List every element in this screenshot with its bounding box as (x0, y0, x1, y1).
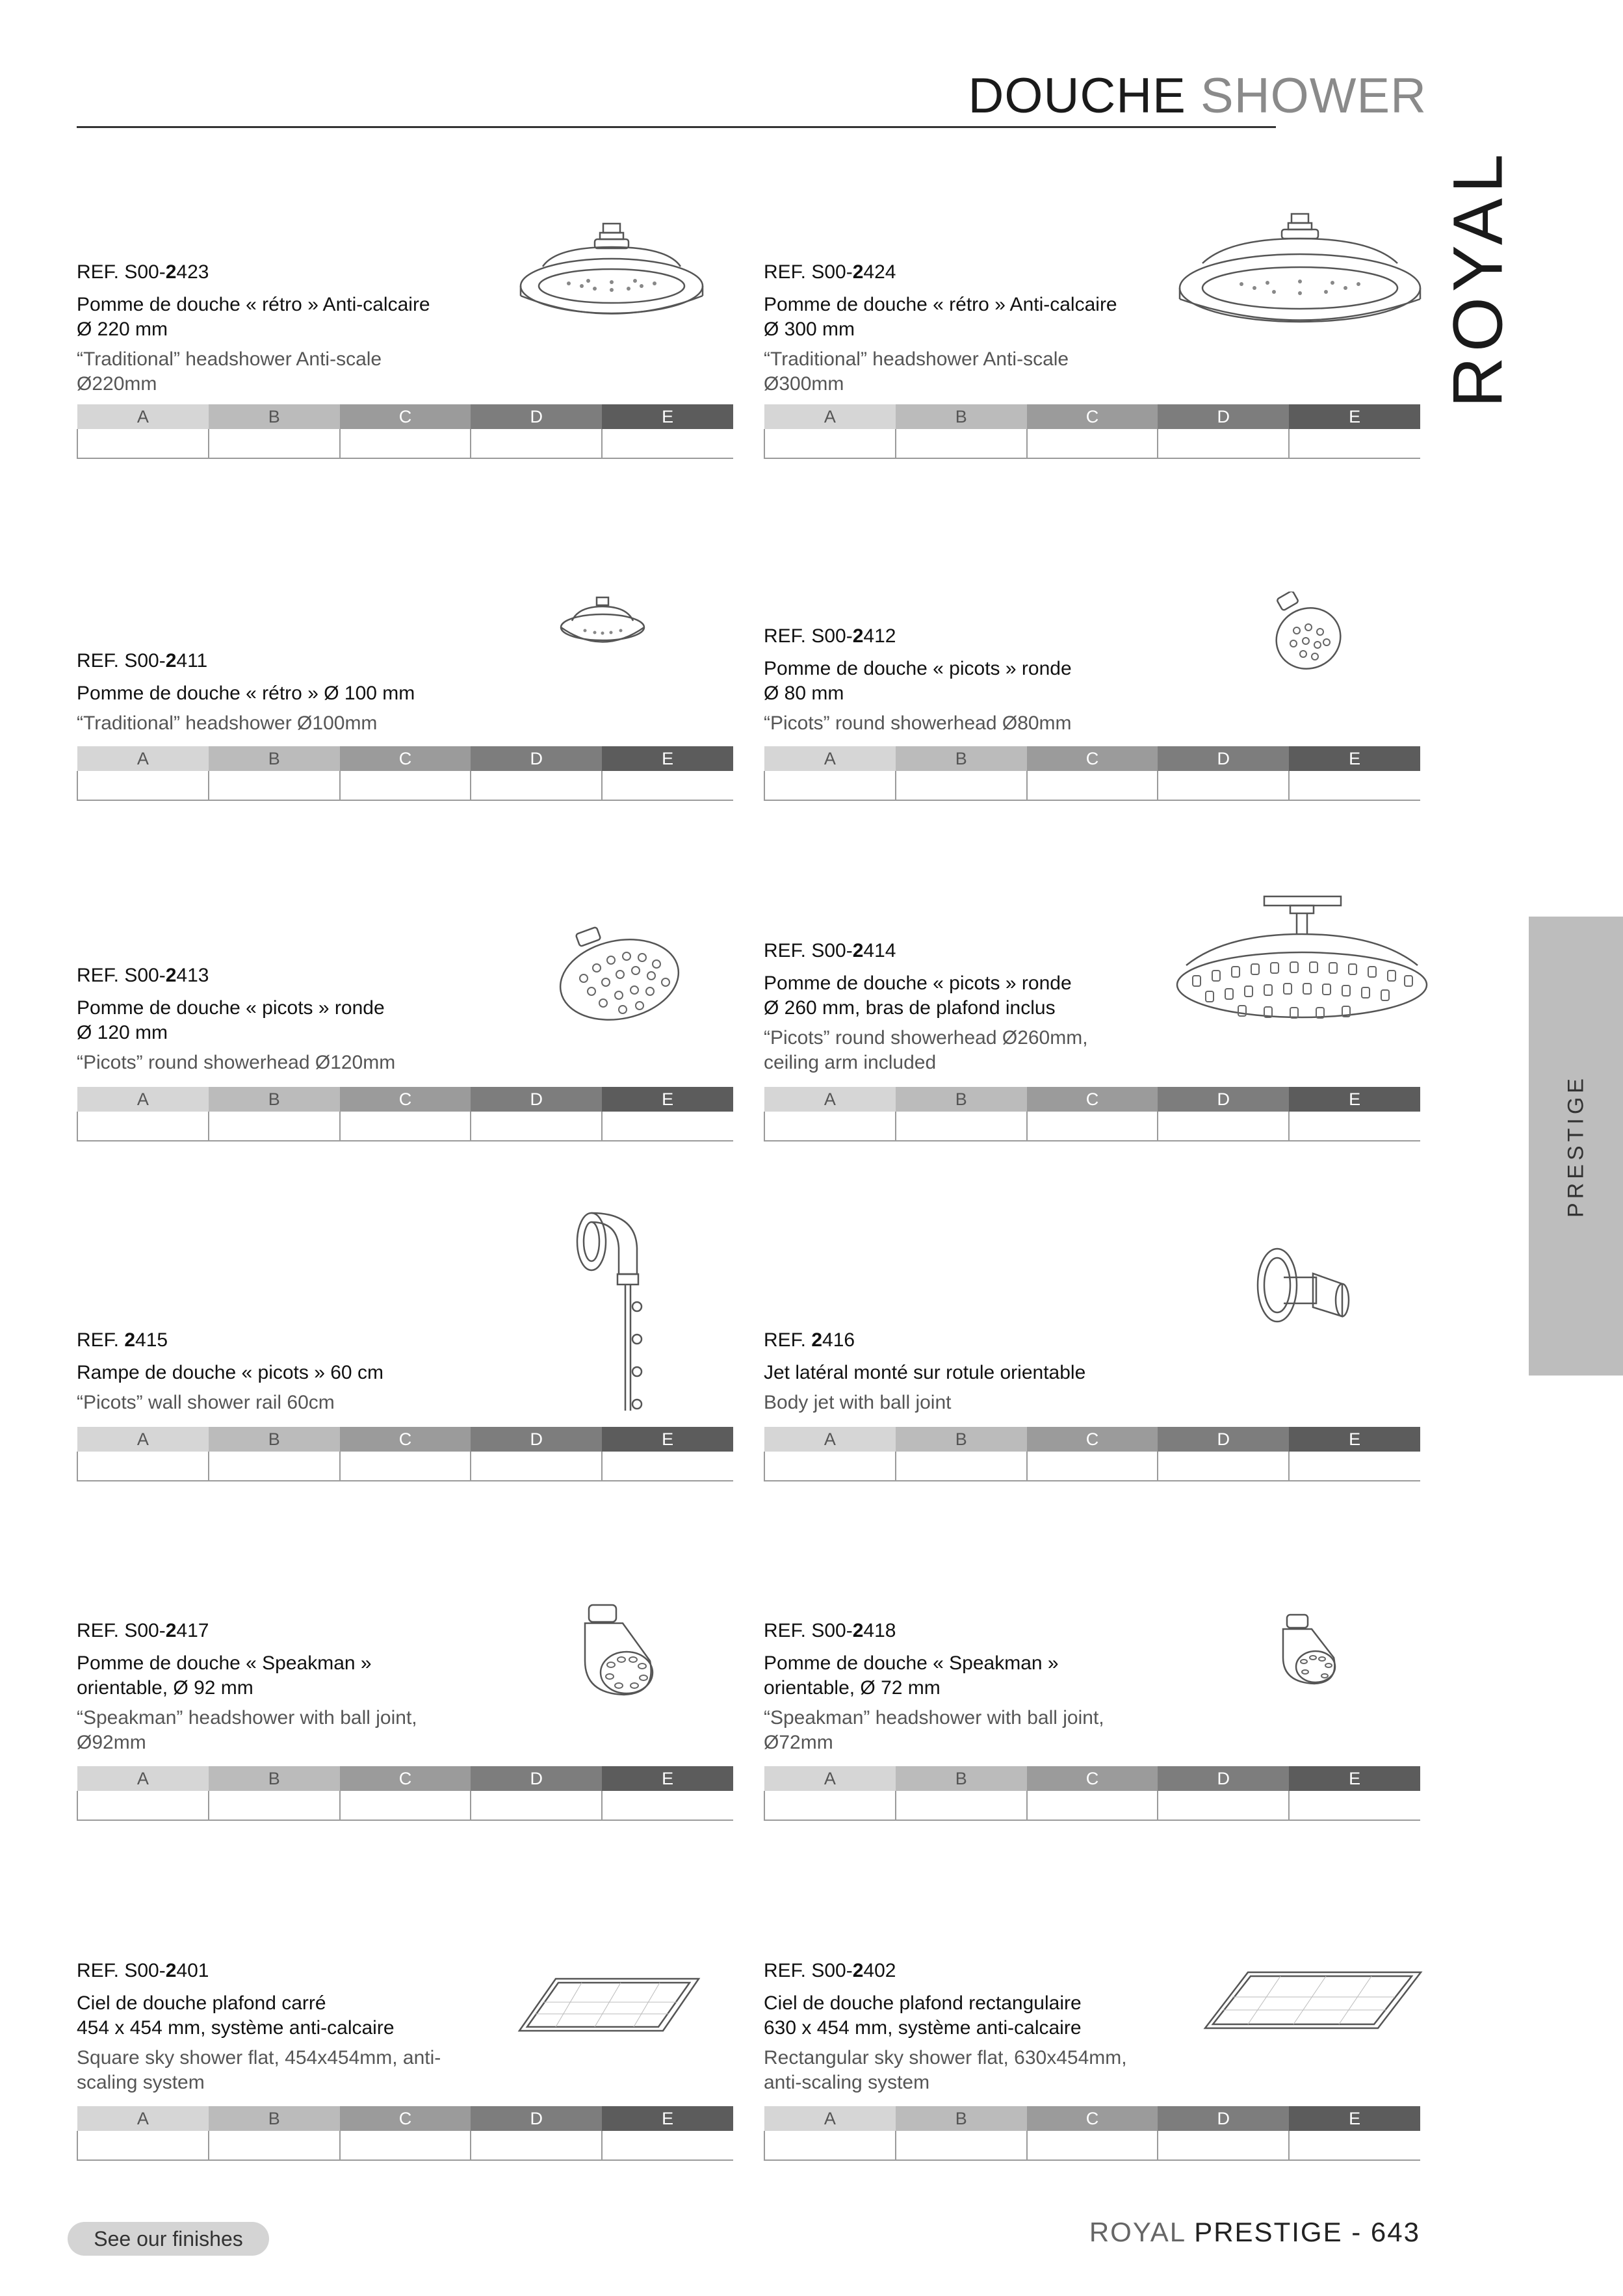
retro-showerhead-small-icon (559, 595, 647, 653)
finish-column-header: C (340, 1087, 471, 1112)
product-description-fr: Ciel de douche plafond carré 454 x 454 mm, système anti-calcaire (77, 1992, 395, 2039)
page-footer (1089, 2217, 1420, 2248)
finish-column-header: E (602, 2106, 733, 2131)
finish-cell[interactable] (1158, 1452, 1289, 1481)
finish-cell[interactable] (77, 1112, 209, 1141)
finish-cell[interactable] (471, 2131, 602, 2160)
product-description-en: Rectangular sky shower flat, 630x454mm, anti-scaling system (764, 2047, 1127, 2093)
finish-cell[interactable] (896, 771, 1027, 800)
finish-cell[interactable] (1027, 771, 1158, 800)
finish-cell[interactable] (340, 429, 471, 458)
finish-cell[interactable] (340, 2131, 471, 2160)
finish-column-header: E (1289, 746, 1420, 771)
product-ref: REF. S00-2402 (764, 1960, 896, 1981)
finish-column-header: B (209, 2106, 340, 2131)
finish-column-header: E (1289, 1427, 1420, 1452)
finish-table (77, 1087, 733, 1141)
finish-column-header: E (602, 1766, 733, 1791)
finish-cell[interactable] (896, 1452, 1027, 1481)
product-ref: REF. 2416 (764, 1329, 855, 1351)
retro-showerhead-icon (517, 221, 705, 335)
finish-cell[interactable] (764, 429, 896, 458)
shower-rail-icon (572, 1209, 656, 1417)
finish-column-header: B (896, 746, 1027, 771)
finish-table (77, 404, 733, 459)
product-description-fr: Pomme de douche « picots » ronde Ø 80 mm (764, 658, 1072, 704)
product-description-fr: Pomme de douche « picots » ronde Ø 260 mm, bras de plafond inclus (764, 972, 1072, 1019)
product-description-en: “Picots” round showerhead Ø80mm (764, 712, 1072, 734)
square-sky-shower-icon (517, 1976, 702, 2035)
finish-cell[interactable] (340, 1791, 471, 1820)
finish-cell[interactable] (77, 1452, 209, 1481)
finish-table (764, 1087, 1420, 1141)
finish-column-header: D (1158, 1427, 1289, 1452)
finish-column-header: B (896, 1427, 1027, 1452)
finish-column-header: E (602, 1427, 733, 1452)
finish-cell[interactable] (209, 429, 340, 458)
finish-cell[interactable] (1289, 2131, 1420, 2160)
product-ref: REF. S00-2418 (764, 1620, 896, 1641)
finish-column-header: C (340, 404, 471, 429)
product-ref: REF. S00-2412 (764, 625, 896, 647)
finish-column-header: A (764, 1766, 896, 1791)
finish-cell[interactable] (1289, 1791, 1420, 1820)
finish-column-header: D (471, 1766, 602, 1791)
finish-table (77, 1766, 733, 1821)
product-description-en: “Traditional” headshower Anti-scale Ø300mm (764, 348, 1069, 395)
product-description-fr: Jet latéral monté sur rotule orientable (764, 1362, 1086, 1383)
finish-column-header: D (471, 2106, 602, 2131)
finish-cell[interactable] (764, 771, 896, 800)
finish-table (77, 746, 733, 801)
finish-column-header: E (1289, 1766, 1420, 1791)
finish-column-header: B (209, 404, 340, 429)
finish-table (764, 1427, 1420, 1481)
finish-column-header: B (209, 746, 340, 771)
product-description-fr: Pomme de douche « rétro » Anti-calcaire Ø 220 mm (77, 294, 430, 340)
finish-column-header: B (896, 2106, 1027, 2131)
page-title (968, 68, 1427, 124)
finish-cell[interactable] (1289, 771, 1420, 800)
product-description-en: Body jet with ball joint (764, 1392, 952, 1413)
finish-cell[interactable] (1027, 2131, 1158, 2160)
product-block (764, 1328, 1420, 1449)
finish-column-header: A (764, 404, 896, 429)
finish-cell[interactable] (1289, 429, 1420, 458)
finish-cell[interactable] (896, 1112, 1027, 1141)
retro-showerhead-large-icon (1176, 211, 1423, 341)
finish-column-header: C (1027, 1087, 1158, 1112)
product-description-fr: Pomme de douche « rétro » Anti-calcaire Ø 300 mm (764, 294, 1117, 340)
finish-cell[interactable] (1158, 1112, 1289, 1141)
finish-cell[interactable] (1027, 1452, 1158, 1481)
finish-column-header: D (1158, 1087, 1289, 1112)
finish-column-header: C (340, 746, 471, 771)
product-ref: REF. S00-2411 (77, 650, 208, 672)
page-title-secondary: SHOWER (1201, 68, 1427, 124)
finish-column-header: D (471, 404, 602, 429)
finish-column-header: A (764, 2106, 896, 2131)
speakman-showerhead-small-icon (1274, 1612, 1349, 1687)
finish-cell[interactable] (77, 2131, 209, 2160)
finish-column-header: C (1027, 1427, 1158, 1452)
finish-cell[interactable] (209, 1452, 340, 1481)
finish-table (764, 404, 1420, 459)
finish-column-header: D (1158, 746, 1289, 771)
product-description-en: “Picots” wall shower rail 60cm (77, 1392, 335, 1413)
finish-column-header: A (77, 1766, 209, 1791)
body-jet-icon (1251, 1245, 1355, 1336)
finish-table (764, 2106, 1420, 2161)
finish-table (77, 2106, 733, 2161)
finish-column-header: E (1289, 404, 1420, 429)
finish-cell[interactable] (209, 1791, 340, 1820)
product-description-en: “Speakman” headshower with ball joint, Ø92mm (77, 1707, 417, 1753)
picots-showerhead-small-icon (1264, 592, 1345, 673)
finish-column-header: E (1289, 1087, 1420, 1112)
finish-cell[interactable] (340, 771, 471, 800)
finish-column-header: D (1158, 2106, 1289, 2131)
picots-showerhead-icon (551, 926, 681, 1024)
finish-cell[interactable] (1289, 1112, 1420, 1141)
product-ref: REF. S00-2414 (764, 940, 896, 961)
finish-column-header: D (1158, 1766, 1289, 1791)
finish-column-header: C (1027, 2106, 1158, 2131)
finish-column-header: B (209, 1766, 340, 1791)
finish-cell[interactable] (77, 429, 209, 458)
finish-cell[interactable] (896, 1791, 1027, 1820)
finish-cell[interactable] (602, 1791, 733, 1820)
finish-cell[interactable] (340, 1112, 471, 1141)
product-description-fr: Ciel de douche plafond rectangulaire 630 x 454 mm, système anti-calcaire (764, 1992, 1082, 2039)
finish-column-header: B (209, 1427, 340, 1452)
product-description-en: “Traditional” headshower Ø100mm (77, 712, 378, 734)
finish-cell[interactable] (764, 1112, 896, 1141)
finish-column-header: E (1289, 2106, 1420, 2131)
finish-column-header: B (896, 404, 1027, 429)
product-description-en: “Picots” round showerhead Ø120mm (77, 1052, 396, 1073)
page-number: - 643 (1342, 2217, 1420, 2247)
finish-column-header: A (764, 1427, 896, 1452)
finish-cell[interactable] (209, 771, 340, 800)
speakman-showerhead-icon (572, 1602, 669, 1700)
see-finishes-button[interactable]: See our finishes (68, 2222, 269, 2256)
finish-cell[interactable] (471, 1791, 602, 1820)
finish-column-header: B (896, 1087, 1027, 1112)
finish-cell[interactable] (1289, 1452, 1420, 1481)
finish-cell[interactable] (602, 1452, 733, 1481)
finish-cell[interactable] (896, 429, 1027, 458)
product-description-fr: Rampe de douche « picots » 60 cm (77, 1362, 383, 1383)
finish-cell[interactable] (77, 1791, 209, 1820)
brand-vertical-label: ROYAL (1438, 148, 1517, 408)
finish-cell[interactable] (764, 1791, 896, 1820)
finish-column-header: A (77, 1427, 209, 1452)
product-block (77, 649, 733, 768)
finish-table (764, 1766, 1420, 1821)
finish-cell[interactable] (1027, 1791, 1158, 1820)
finish-cell[interactable] (602, 429, 733, 458)
finish-cell[interactable] (1158, 771, 1289, 800)
finish-cell[interactable] (1158, 1791, 1289, 1820)
finish-column-header: A (77, 1087, 209, 1112)
finish-column-header: C (340, 1766, 471, 1791)
finish-column-header: A (77, 746, 209, 771)
finish-cell[interactable] (340, 1452, 471, 1481)
product-description-en: Square sky shower flat, 454x454mm, anti- scaling system (77, 2047, 441, 2093)
finish-cell[interactable] (471, 429, 602, 458)
finish-cell[interactable] (471, 1112, 602, 1141)
product-ref: REF. S00-2423 (77, 261, 209, 283)
finish-column-header: D (471, 746, 602, 771)
finish-column-header: D (471, 1427, 602, 1452)
product-description-fr: Pomme de douche « picots » ronde Ø 120 mm (77, 997, 385, 1043)
finish-column-header: E (602, 404, 733, 429)
finish-cell[interactable] (602, 771, 733, 800)
product-ref: REF. S00-2401 (77, 1960, 209, 1981)
product-description-fr: Pomme de douche « rétro » Ø 100 mm (77, 683, 415, 704)
finish-cell[interactable] (209, 1112, 340, 1141)
finish-table (764, 746, 1420, 801)
footer-brand: ROYAL (1089, 2217, 1186, 2247)
finish-table (77, 1427, 733, 1481)
finish-cell[interactable] (1027, 1112, 1158, 1141)
finish-column-header: C (340, 2106, 471, 2131)
product-ref: REF. S00-2424 (764, 261, 896, 283)
collection-side-tab[interactable] (1529, 917, 1623, 1376)
product-description-en: “Speakman” headshower with ball joint, Ø72mm (764, 1707, 1104, 1753)
finish-cell[interactable] (602, 2131, 733, 2160)
finish-cell[interactable] (77, 771, 209, 800)
collection-side-tab-label: PRESTIGE (1563, 1075, 1588, 1218)
finish-column-header: B (896, 1766, 1027, 1791)
page-title-primary: DOUCHE (968, 68, 1186, 124)
product-description-en: “Traditional” headshower Anti-scale Ø220mm (77, 348, 382, 395)
finish-cell[interactable] (896, 2131, 1027, 2160)
finish-column-header: A (77, 404, 209, 429)
finish-column-header: B (209, 1087, 340, 1112)
product-description-en: “Picots” round showerhead Ø260mm, ceiling arm included (764, 1027, 1088, 1073)
header-divider (77, 126, 1276, 128)
finish-column-header: A (77, 2106, 209, 2131)
finish-cell[interactable] (1158, 2131, 1289, 2160)
finish-column-header: A (764, 1087, 896, 1112)
rect-sky-shower-icon (1202, 1970, 1423, 2031)
finish-column-header: C (1027, 404, 1158, 429)
product-ref: REF. 2415 (77, 1329, 168, 1351)
finish-column-header: C (1027, 1766, 1158, 1791)
footer-collection: PRESTIGE (1194, 2217, 1343, 2247)
product-ref: REF. S00-2417 (77, 1620, 209, 1641)
finish-cell[interactable] (471, 1452, 602, 1481)
finish-column-header: D (471, 1087, 602, 1112)
finish-column-header: E (602, 746, 733, 771)
finish-cell[interactable] (1158, 429, 1289, 458)
finish-column-header: D (1158, 404, 1289, 429)
product-ref: REF. S00-2413 (77, 965, 209, 986)
product-description-fr: Pomme de douche « Speakman » orientable, Ø 92 mm (77, 1652, 372, 1699)
finish-cell[interactable] (209, 2131, 340, 2160)
finish-cell[interactable] (471, 771, 602, 800)
finish-column-header: E (602, 1087, 733, 1112)
finish-column-header: C (340, 1427, 471, 1452)
finish-cell[interactable] (602, 1112, 733, 1141)
finish-column-header: A (764, 746, 896, 771)
finish-cell[interactable] (1027, 429, 1158, 458)
finish-column-header: C (1027, 746, 1158, 771)
ceiling-showerhead-icon (1173, 894, 1433, 1050)
product-description-fr: Pomme de douche « Speakman » orientable, Ø 72 mm (764, 1652, 1059, 1699)
finish-cell[interactable] (764, 2131, 896, 2160)
finish-cell[interactable] (764, 1452, 896, 1481)
